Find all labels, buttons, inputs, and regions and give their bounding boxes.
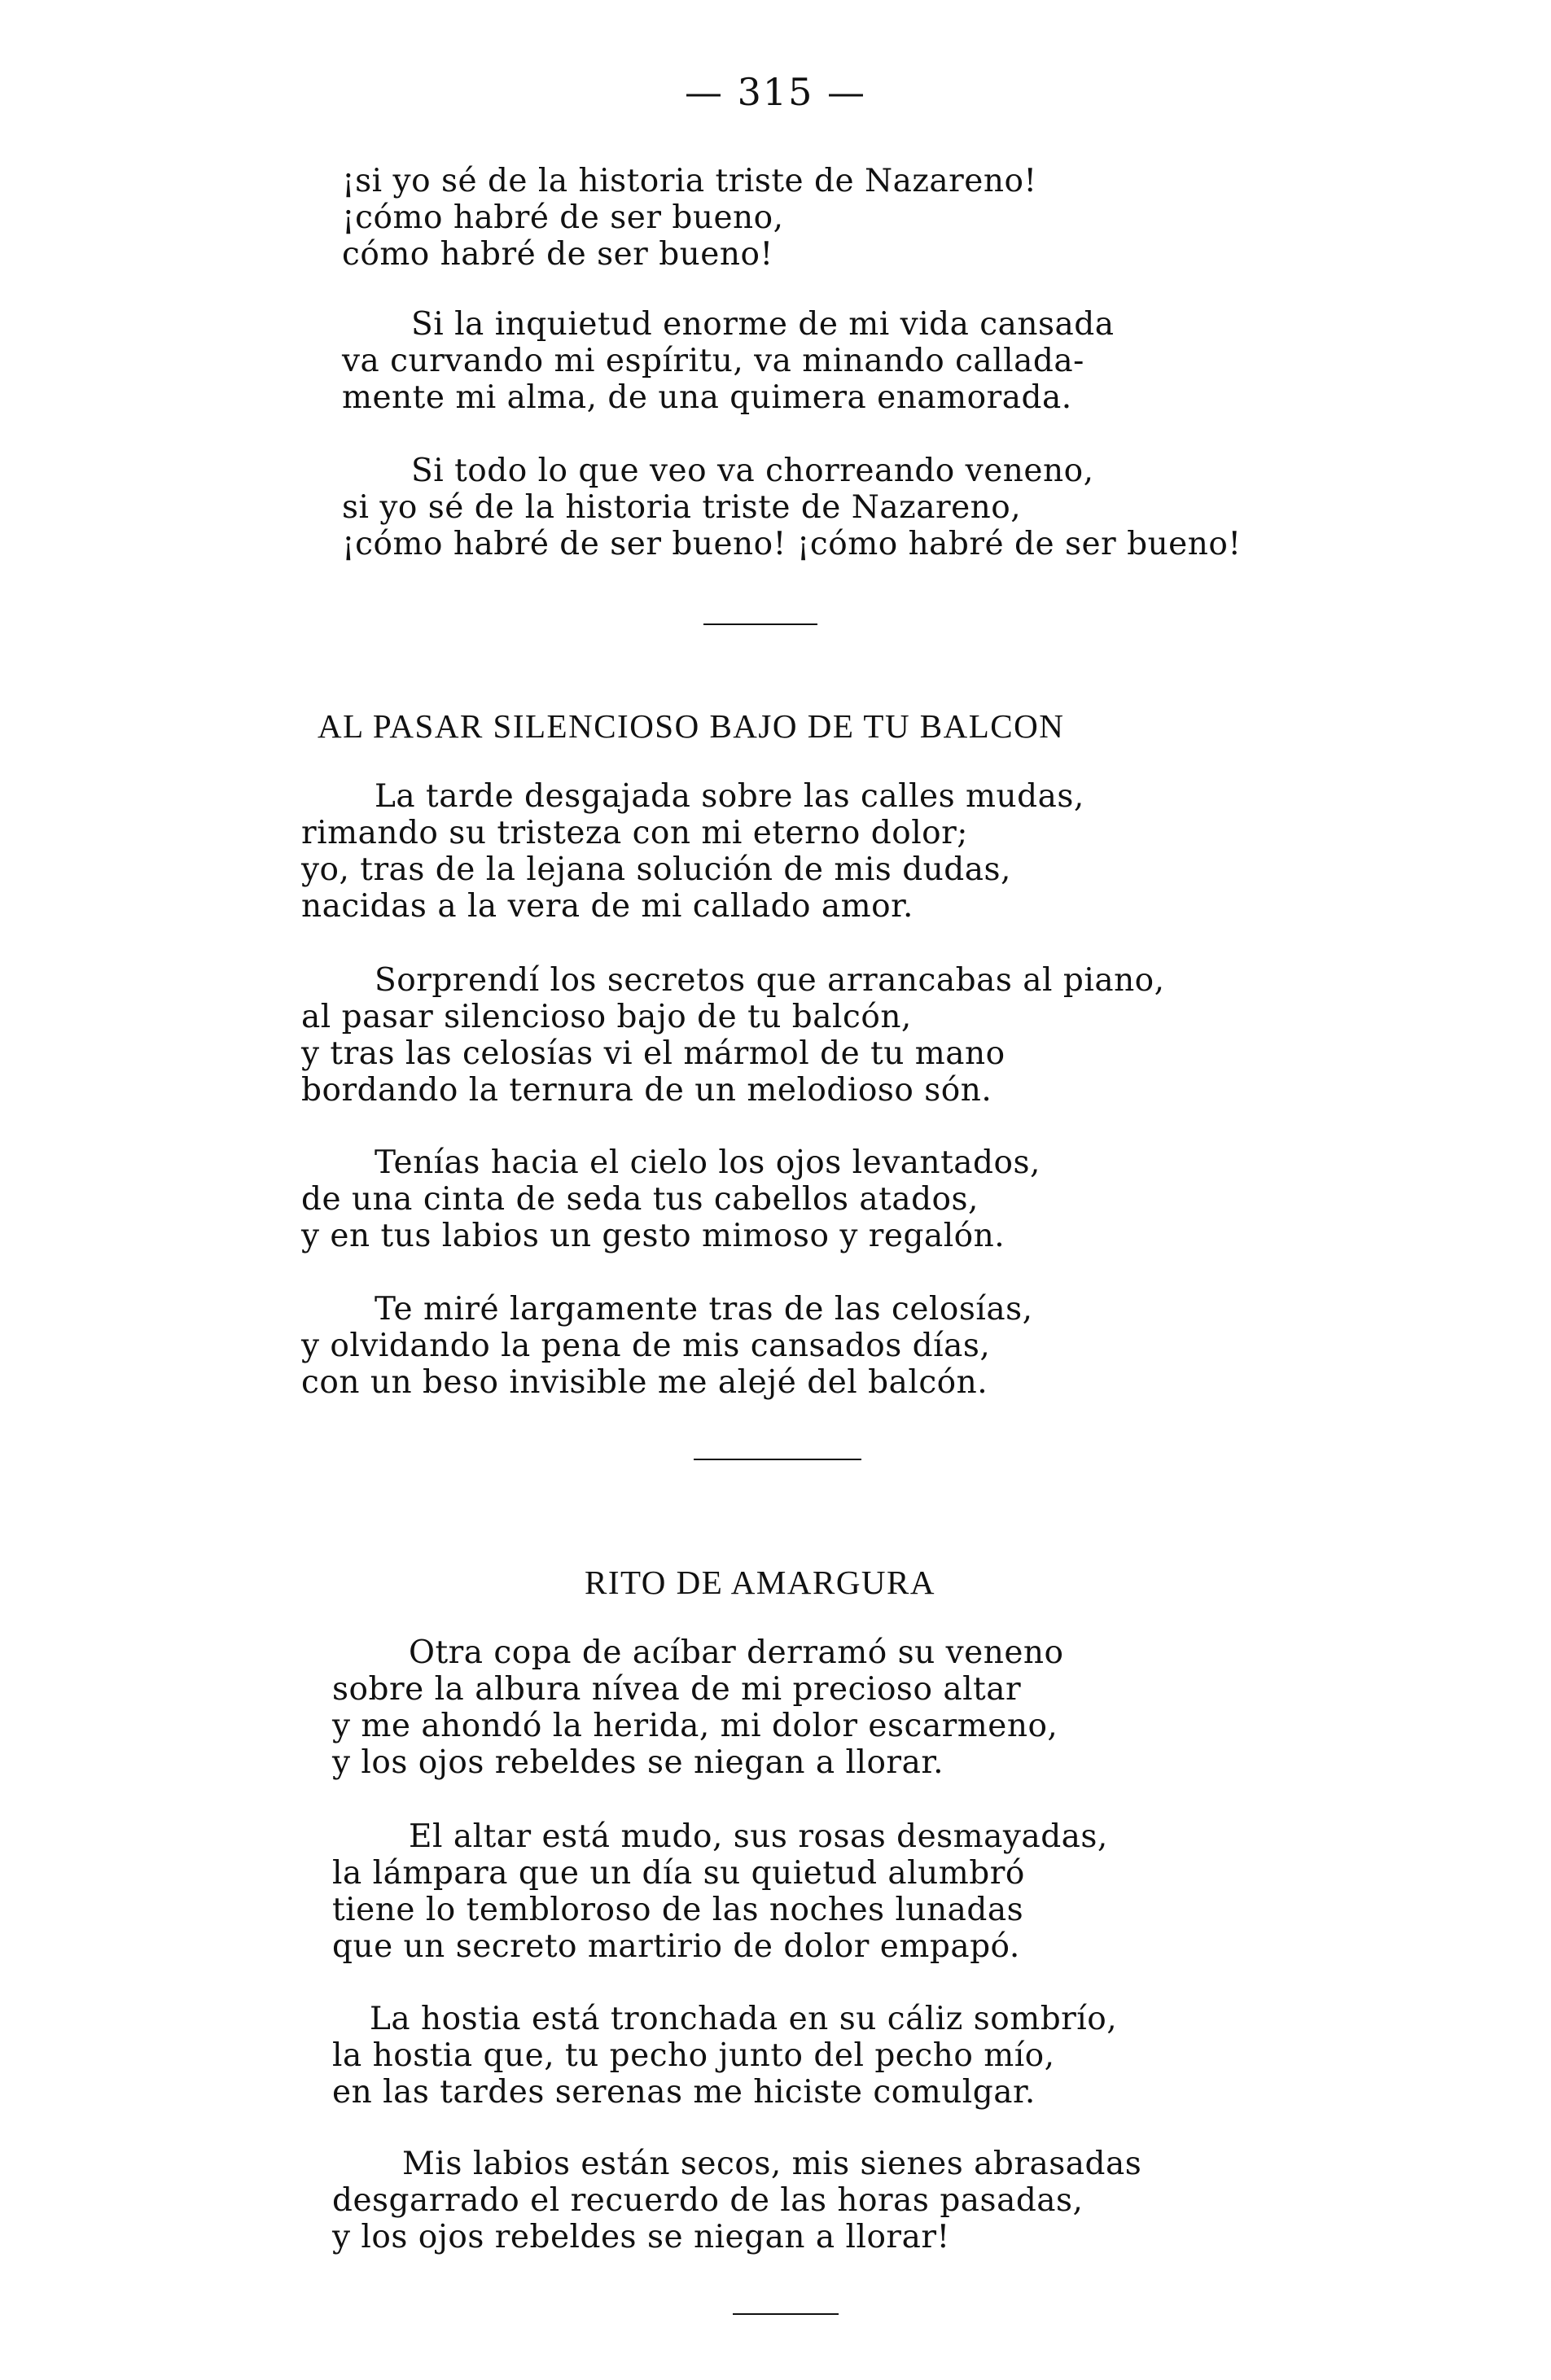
verse-line: Tenías hacia el cielo los ojos levantados, bbox=[375, 1144, 1041, 1181]
verse-line: ¡si yo sé de la historia triste de Nazareno! bbox=[342, 163, 1037, 199]
verse-line: al pasar silencioso bajo de tu balcón, bbox=[301, 999, 912, 1035]
verse-line: rimando su tristeza con mi eterno dolor; bbox=[301, 815, 968, 851]
verse-line: y olvidando la pena de mis cansados días, bbox=[301, 1328, 991, 1364]
verse-line: la lámpara que un día su quietud alumbró bbox=[332, 1855, 1025, 1892]
verse-line: la hostia que, tu pecho junto del pecho mío, bbox=[332, 2037, 1055, 2074]
page-number: — 315 — bbox=[684, 70, 867, 114]
poem-title: AL PASAR SILENCIOSO BAJO DE TU BALCON bbox=[318, 707, 1065, 745]
stanza bbox=[342, 453, 1242, 562]
stanza bbox=[301, 1144, 1041, 1254]
stanza bbox=[342, 163, 1037, 273]
verse-line: de una cinta de seda tus cabellos atados, bbox=[301, 1181, 979, 1218]
stanza bbox=[342, 306, 1114, 416]
poem-title: RITO DE AMARGURA bbox=[585, 1564, 935, 1601]
section-divider bbox=[733, 2313, 839, 2315]
verse-line: Si la inquietud enorme de mi vida cansada bbox=[411, 306, 1115, 343]
stanza bbox=[332, 2001, 1117, 2111]
verse-line: sobre la albura nívea de mi precioso altar bbox=[332, 1671, 1022, 1708]
verse-line: ¡cómo habré de ser bueno! ¡cómo habré de ser bueno! bbox=[342, 526, 1242, 562]
verse-line: La tarde desgajada sobre las calles mudas, bbox=[375, 778, 1084, 815]
verse-line: y tras las celosías vi el mármol de tu mano bbox=[301, 1035, 1006, 1072]
verse-line: ¡cómo habré de ser bueno, bbox=[342, 199, 784, 236]
verse-line: va curvando mi espíritu, va minando callada- bbox=[342, 343, 1084, 379]
stanza bbox=[332, 1818, 1108, 1965]
verse-line: mente mi alma, de una quimera enamorada. bbox=[342, 379, 1072, 416]
verse-line: El altar está mudo, sus rosas desmayadas, bbox=[409, 1818, 1108, 1855]
verse-line: La hostia está tronchada en su cáliz sombrío, bbox=[370, 2001, 1118, 2037]
verse-line: en las tardes serenas me hiciste comulgar. bbox=[332, 2074, 1036, 2111]
verse-line: yo, tras de la lejana solución de mis dudas, bbox=[301, 851, 1011, 888]
verse-line: tiene lo tembloroso de las noches lunadas bbox=[332, 1892, 1024, 1928]
verse-line: Sorprendí los secretos que arrancabas al piano, bbox=[375, 962, 1165, 999]
stanza bbox=[301, 1291, 1033, 1401]
stanza bbox=[332, 2146, 1141, 2255]
verse-line: Mis labios están secos, mis sienes abrasadas bbox=[402, 2146, 1142, 2182]
verse-line: nacidas a la vera de mi callado amor. bbox=[301, 888, 914, 925]
stanza bbox=[301, 962, 1165, 1109]
verse-line: Si todo lo que veo va chorreando veneno, bbox=[411, 453, 1094, 489]
verse-line: Otra copa de acíbar derramó su veneno bbox=[409, 1634, 1064, 1671]
stanza bbox=[332, 1634, 1064, 1781]
verse-line: desgarrado el recuerdo de las horas pasadas, bbox=[332, 2182, 1084, 2219]
section-divider bbox=[703, 623, 817, 625]
verse-line: Te miré largamente tras de las celosías, bbox=[375, 1291, 1033, 1328]
section-divider bbox=[694, 1459, 861, 1460]
verse-line: si yo sé de la historia triste de Nazareno, bbox=[342, 489, 1022, 526]
verse-line: con un beso invisible me alejé del balcón. bbox=[301, 1364, 988, 1401]
verse-line: y los ojos rebeldes se niegan a llorar! bbox=[332, 2219, 950, 2255]
verse-line: y en tus labios un gesto mimoso y regalón. bbox=[301, 1218, 1006, 1254]
verse-line: y los ojos rebeldes se niegan a llorar. bbox=[332, 1744, 944, 1781]
verse-line: y me ahondó la herida, mi dolor escarmeno, bbox=[332, 1708, 1058, 1744]
verse-line: que un secreto martirio de dolor empapó. bbox=[332, 1928, 1020, 1965]
verse-line: cómo habré de ser bueno! bbox=[342, 236, 773, 273]
stanza bbox=[301, 778, 1084, 925]
verse-line: bordando la ternura de un melodioso són. bbox=[301, 1072, 992, 1109]
